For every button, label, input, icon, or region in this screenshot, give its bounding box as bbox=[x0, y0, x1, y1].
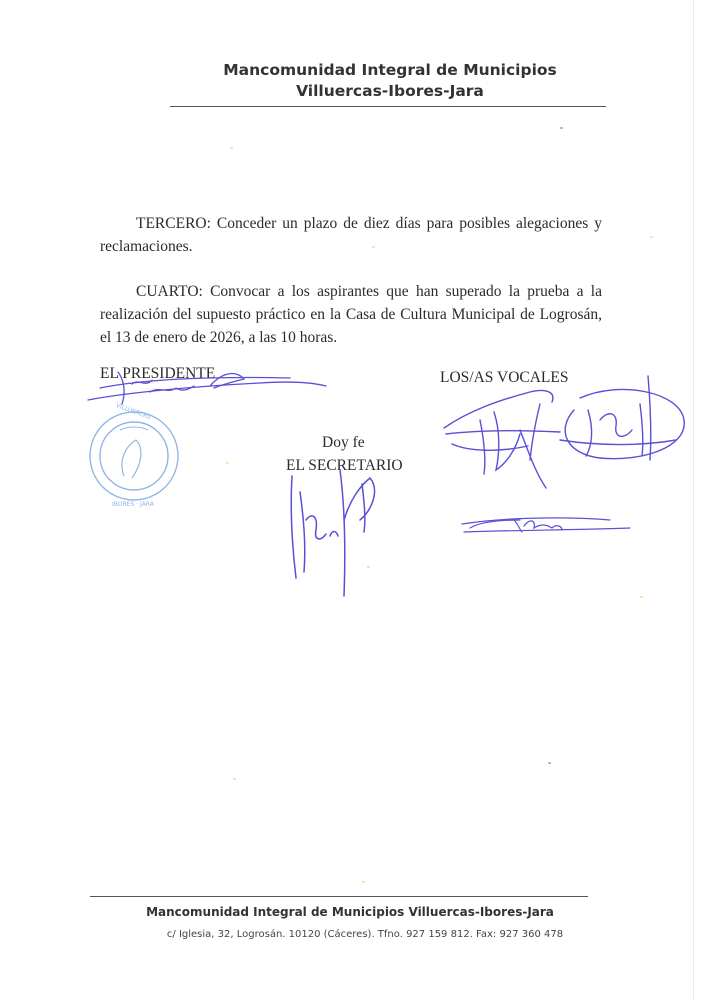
letterhead bbox=[180, 60, 600, 102]
footer-divider bbox=[90, 896, 588, 897]
vocal-signature-3 bbox=[462, 518, 630, 532]
scan-speck bbox=[560, 127, 563, 129]
scan-speck bbox=[640, 596, 643, 598]
scan-speck bbox=[230, 147, 233, 149]
svg-text:VILLUERCAS: VILLUERCAS bbox=[115, 402, 152, 422]
vocal-signature-2 bbox=[560, 376, 684, 460]
secretario-label: EL SECRETARIO bbox=[286, 457, 403, 474]
scan-speck bbox=[367, 566, 370, 568]
secretary-signature bbox=[291, 470, 374, 596]
letterhead-line-1: Mancomunidad Integral de Municipios bbox=[223, 61, 557, 79]
svg-text:IBORES · JARA: IBORES · JARA bbox=[112, 501, 154, 508]
tercero-text: TERCERO: Conceder un plazo de diez días para posibles alegaciones y reclamaciones. bbox=[100, 215, 602, 255]
stamp-seal bbox=[90, 402, 178, 508]
scan-speck bbox=[362, 881, 365, 883]
scan-speck bbox=[226, 462, 229, 464]
doy-fe-label: Doy fe bbox=[322, 434, 365, 451]
header-divider bbox=[170, 106, 606, 107]
scan-speck bbox=[548, 762, 551, 764]
scan-edge-line bbox=[693, 0, 694, 1000]
letterhead-line-2: Villuercas-Ibores-Jara bbox=[296, 82, 484, 100]
footer-address: c/ Iglesia, 32, Logrosán. 10120 (Cáceres). Tfno. 927 159 812. Fax: 927 360 478 bbox=[166, 929, 564, 940]
paragraph-cuarto bbox=[100, 280, 602, 349]
president-label: EL PRESIDENTE bbox=[100, 365, 216, 382]
scan-speck bbox=[233, 778, 236, 780]
paragraph-tercero bbox=[100, 212, 602, 258]
scan-speck bbox=[650, 236, 653, 238]
vocal-signature-1 bbox=[444, 390, 560, 488]
vocales-label: LOS/AS VOCALES bbox=[440, 369, 569, 386]
cuarto-text: CUARTO: Convocar a los aspirantes que han superado la prueba a la realización del supuesto práctico en la Casa de Cultura Municipal de Logrosán, el 13 de enero de 2026, a las 10 horas. bbox=[100, 283, 602, 346]
footer-title: Mancomunidad Integral de Municipios Villuercas-Ibores-Jara bbox=[146, 905, 554, 919]
scan-speck bbox=[372, 246, 375, 248]
